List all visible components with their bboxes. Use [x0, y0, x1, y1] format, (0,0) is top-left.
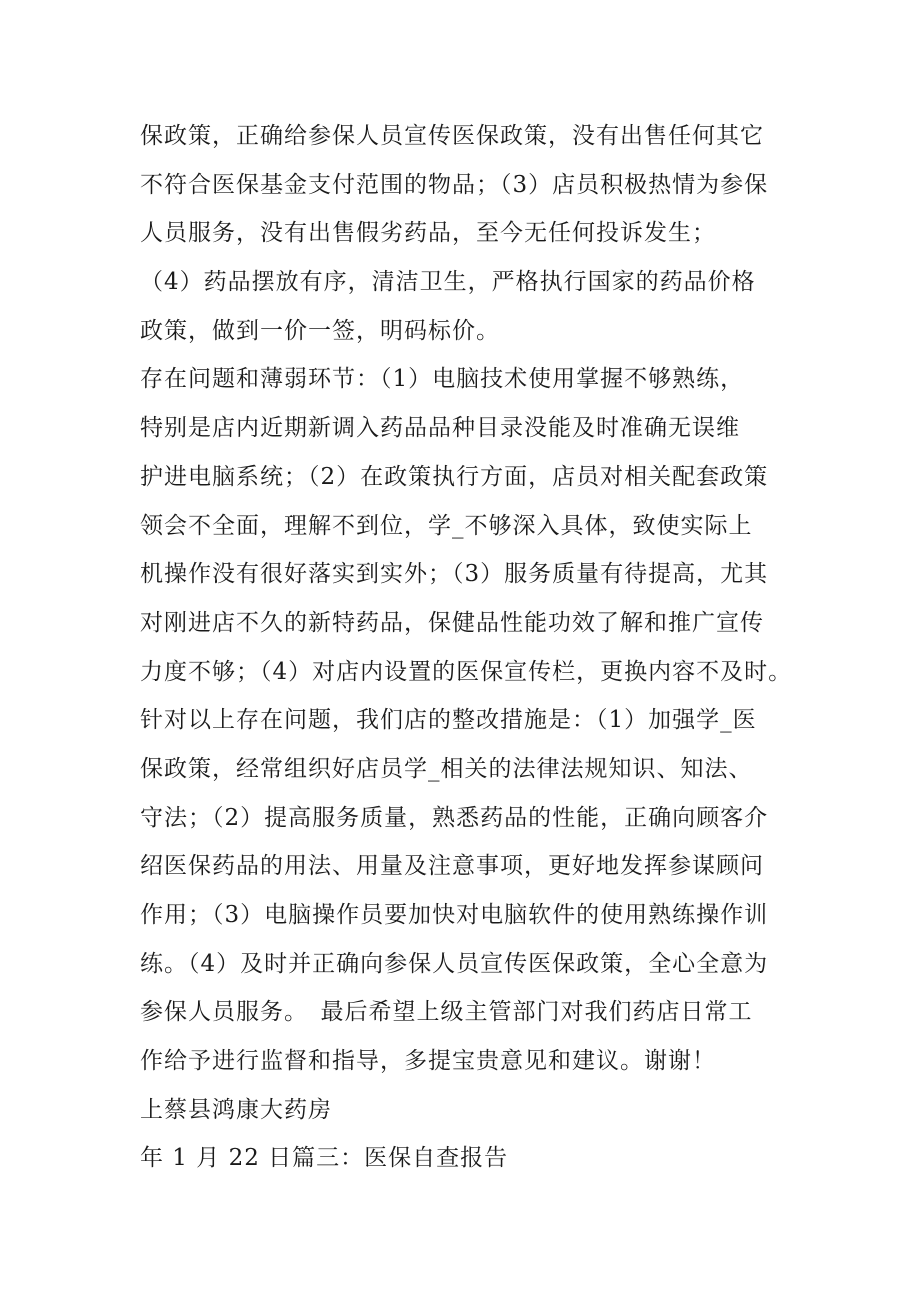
- paragraph-line: 机操作没有很好落实到实外；（3）服务质量有待提高，尤其: [140, 561, 769, 588]
- paragraph-line: 护进电脑系统；（2）在政策执行方面，店员对相关配套政策: [140, 463, 769, 490]
- paragraph-line: 保政策，正确给参保人员宣传医保政策，没有出售任何其它: [140, 123, 764, 149]
- date-and-section-heading: 年 1 月 22 日篇三：医保自查报告: [140, 1145, 509, 1172]
- signature-organization: 上蔡县鸿康大药房: [140, 1096, 332, 1123]
- paragraph-line: 作用；（3）电脑操作员要加快对电脑软件的使用熟练操作训: [140, 902, 769, 928]
- paragraph-line: 练。（4）及时并正确向参保人员宣传医保政策，全心全意为: [140, 950, 769, 977]
- paragraph-line: 作给予进行监督和指导，多提宝贵意见和建议。谢谢！: [140, 1048, 716, 1075]
- paragraph-line: 存在问题和薄弱环节：（1）电脑技术使用掌握不够熟练，: [140, 366, 745, 393]
- paragraph-line: 特别是店内近期新调入药品品种目录没能及时准确无误维: [140, 415, 740, 442]
- paragraph-line: （4）药品摆放有序，清洁卫生，严格执行国家的药品价格: [140, 269, 756, 296]
- paragraph-line: 保政策，经常组织好店员学_相关的法律法规知识、知法、: [140, 755, 753, 782]
- paragraph-line: 绍医保药品的用法、用量及注意事项，更好地发挥参谋顾问: [140, 853, 764, 880]
- paragraph-line: 不符合医保基金支付范围的物品；（3）店员积极热情为参保: [140, 171, 769, 198]
- paragraph-line: 守法；（2）提高服务质量，熟悉药品的性能，正确向顾客介: [140, 804, 769, 831]
- paragraph-line: 参保人员服务。 最后希望上级主管部门对我们药店日常工: [140, 999, 753, 1026]
- paragraph-line: 针对以上存在问题，我们店的整改措施是：（1）加强学_医: [140, 707, 757, 734]
- paragraph-line: 对刚进店不久的新特药品，保健品性能功效了解和推广宣传: [140, 609, 764, 636]
- paragraph-line: 力度不够；（4）对店内设置的医保宣传栏，更换内容不及时。: [140, 658, 793, 685]
- document-body: [140, 112, 793, 1183]
- paragraph-line: 领会不全面，理解不到位，学_不够深入具体，致使实际上: [140, 512, 753, 539]
- paragraph-line: 人员服务，没有出售假劣药品，至今无任何投诉发生；: [140, 220, 716, 247]
- paragraph-line: 政策，做到一价一签，明码标价。: [140, 317, 500, 344]
